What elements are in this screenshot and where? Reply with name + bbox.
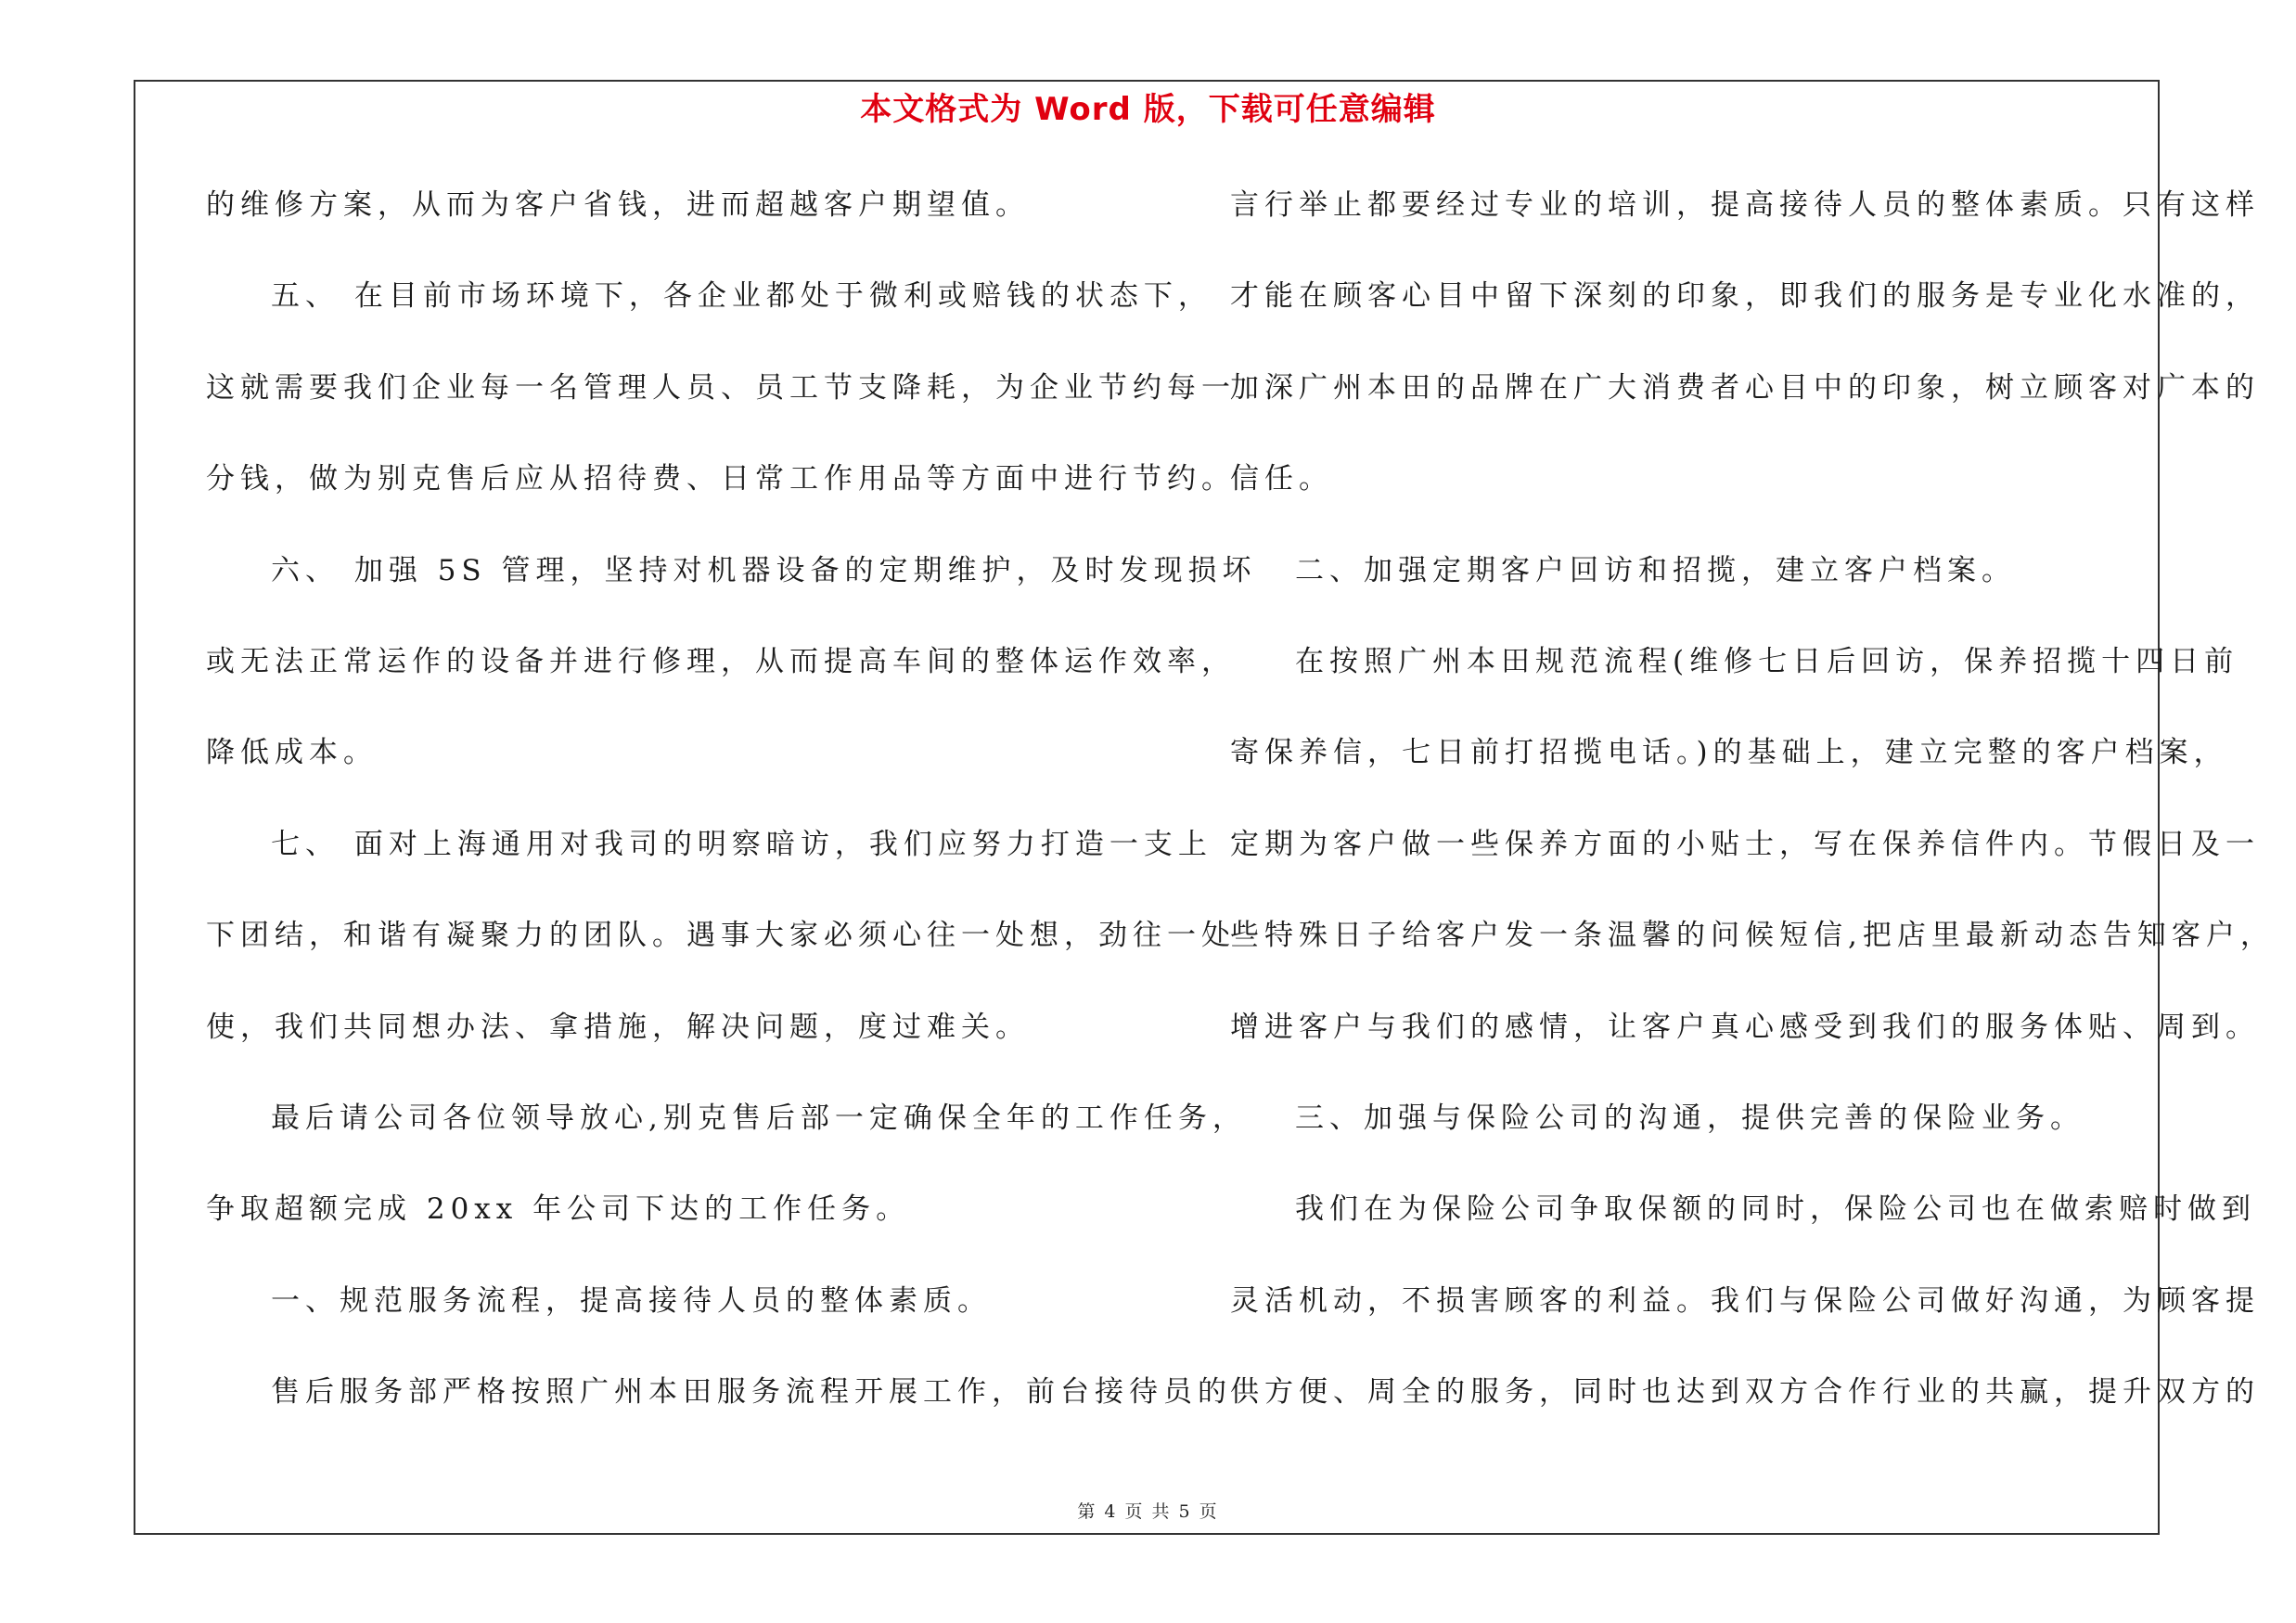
text-line: 这就需要我们企业每一名管理人员、员工节支降耗，为企业节约每一	[206, 370, 1236, 405]
text-line: 些特殊日子给客户发一条温馨的问候短信,把店里最新动态告知客户，	[1230, 919, 2275, 953]
text-line: 定期为客户做一些保养方面的小贴士，写在保养信件内。节假日及一	[1230, 827, 2260, 861]
text-line: 最后请公司各位领导放心,别克售后部一定确保全年的工作任务，	[271, 1101, 1247, 1135]
text-line: 我们在为保险公司争取保额的同时，保险公司也在做索赔时做到	[1295, 1192, 2256, 1227]
text-line: 使，我们共同想办法、拿措施，解决问题，度过难关。	[206, 1010, 1030, 1044]
word-format-banner: 本文格式为 Word 版，下载可任意编辑	[860, 91, 1436, 128]
text-line: 六、 加强 5S 管理，坚持对机器设备的定期维护，及时发现损坏	[271, 553, 1257, 587]
text-line: 言行举止都要经过专业的培训，提高接待人员的整体素质。只有这样	[1230, 188, 2260, 222]
text-line: 七、 面对上海通用对我司的明察暗访，我们应努力打造一支上	[271, 827, 1212, 861]
text-line: 或无法正常运作的设备并进行修理，从而提高车间的整体运作效率，	[206, 644, 1236, 678]
text-line: 五、 在目前市场环境下，各企业都处于微利或赔钱的状态下，	[271, 279, 1212, 314]
text-line: 降低成本。	[206, 736, 378, 770]
page-number-footer: 第 4 页 共 5 页	[1077, 1501, 1219, 1522]
text-line: 在按照广州本田规范流程(维修七日后回访，保养招揽十四日前	[1295, 644, 2239, 678]
left-text-column	[206, 182, 1257, 1460]
text-line: 才能在顾客心目中留下深刻的印象，即我们的服务是专业化水准的，	[1230, 279, 2260, 314]
text-line: 的维修方案，从而为客户省钱，进而超越客户期望值。	[206, 188, 1030, 222]
text-line: 二、加强定期客户回访和招揽，建立客户档案。	[1295, 553, 2016, 587]
text-line: 增进客户与我们的感情，让客户真心感受到我们的服务体贴、周到。	[1230, 1010, 2260, 1044]
text-line: 售后服务部严格按照广州本田服务流程开展工作，前台接待员的	[271, 1375, 1232, 1410]
text-line: 信任。	[1230, 462, 1333, 496]
text-line: 一、规范服务流程，提高接待人员的整体素质。	[271, 1283, 992, 1318]
right-text-column	[1230, 182, 2275, 1460]
text-line: 灵活机动，不损害顾客的利益。我们与保险公司做好沟通，为顾客提	[1230, 1283, 2260, 1318]
text-line: 加深广州本田的品牌在广大消费者心目中的印象，树立顾客对广本的	[1230, 370, 2260, 405]
text-line: 寄保养信，七日前打招揽电话。)的基础上，建立完整的客户档案，	[1230, 736, 2228, 770]
text-line: 三、加强与保险公司的沟通，提供完善的保险业务。	[1295, 1101, 2084, 1135]
text-line: 下团结，和谐有凝聚力的团队。遇事大家必须心往一处想，劲往一处	[206, 919, 1236, 953]
text-line: 供方便、周全的服务，同时也达到双方合作行业的共赢，提升双方的	[1230, 1375, 2260, 1410]
text-line: 分钱，做为别克售后应从招待费、日常工作用品等方面中进行节约。	[206, 462, 1236, 496]
text-line: 争取超额完成 20xx 年公司下达的工作任务。	[206, 1192, 911, 1227]
